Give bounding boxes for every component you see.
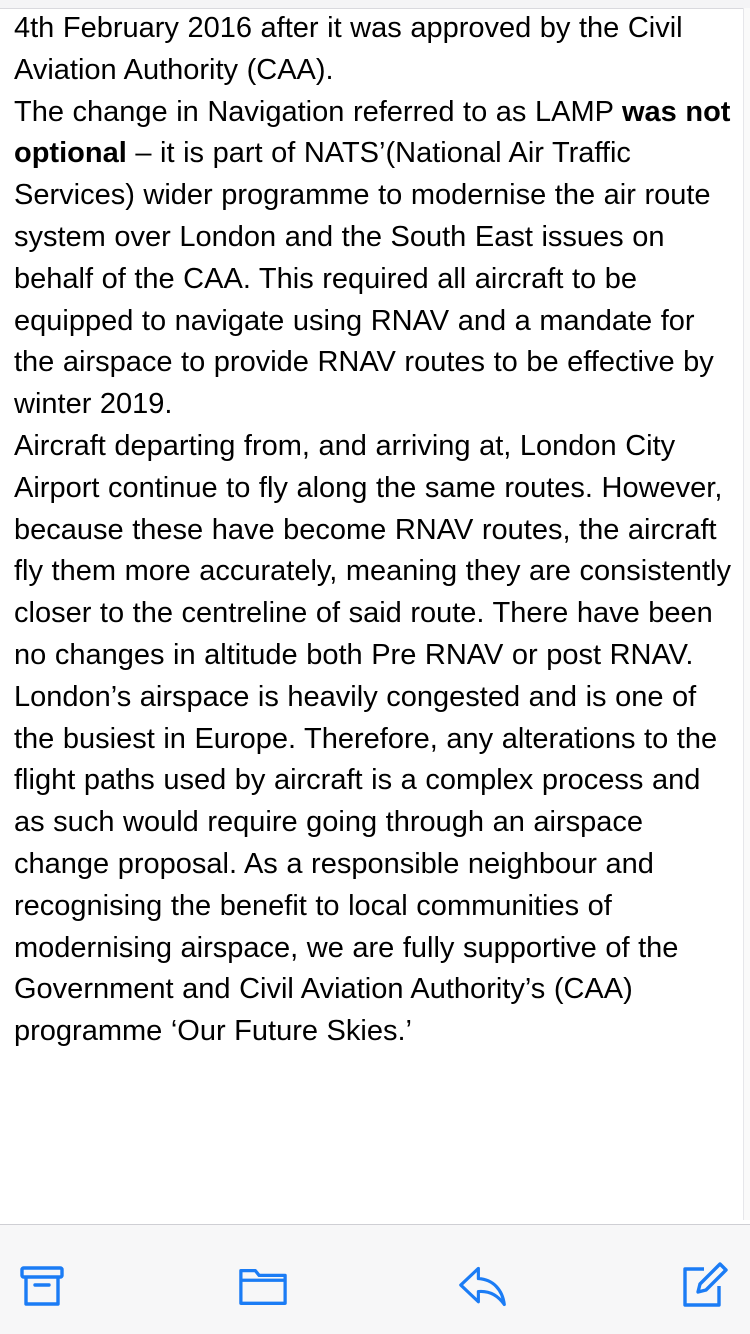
message-text: London’s airspace is heavily congested and is one of the busiest in Europe. Therefore, any alterations to the flight paths used by aircraft is a complex process and as such would require going through an airspace change proposal. As a responsible neighbour and recognising the benefit to local communities of modernising airspace, we are fully supportive of the Government and Civil Aviation Authority’s (CAA) programme ‘Our Future Skies.’ — [14, 680, 718, 1048]
message-paragraph — [14, 92, 736, 426]
archive-icon — [19, 1263, 65, 1309]
folder-icon — [238, 1263, 288, 1309]
message-paragraph — [14, 426, 736, 677]
message-paragraph — [14, 677, 736, 1053]
bottom-toolbar — [0, 1224, 750, 1334]
compose-button[interactable] — [679, 1261, 729, 1311]
emphasized-text: was not optional — [14, 95, 731, 170]
reply-button[interactable] — [458, 1261, 508, 1311]
message-body — [14, 8, 736, 1220]
message-text: – it is part of NATS’(National Air Traffic Services) wider programme to modernise the air route system over London and the South East issues on behalf of the CAA. This required all aircraft to be equipped to navigate using RNAV and a mandate for the airspace to provide RNAV routes to be effective by winter 2019. — [14, 137, 714, 421]
message-text: Aircraft departing from, and arriving at, London City Airport continue to fly along the same routes. However, because these have become RNAV routes, the aircraft fly them more accurately, meaning they are consistently closer to the centreline of said route. There have been no changes in altitude both Pre RNAV or post RNAV. — [14, 429, 732, 671]
reply-icon — [458, 1263, 508, 1309]
message-text: 4th February 2016 after it was approved by the Civil Aviation Authority (CAA). — [14, 12, 683, 86]
scroll-edge — [743, 8, 750, 1220]
archive-button[interactable] — [17, 1261, 67, 1311]
compose-icon — [680, 1262, 728, 1310]
message-text: The change in Navigation referred to as LAMP — [14, 95, 622, 128]
move-to-folder-button[interactable] — [238, 1261, 288, 1311]
message-paragraph — [14, 8, 736, 92]
